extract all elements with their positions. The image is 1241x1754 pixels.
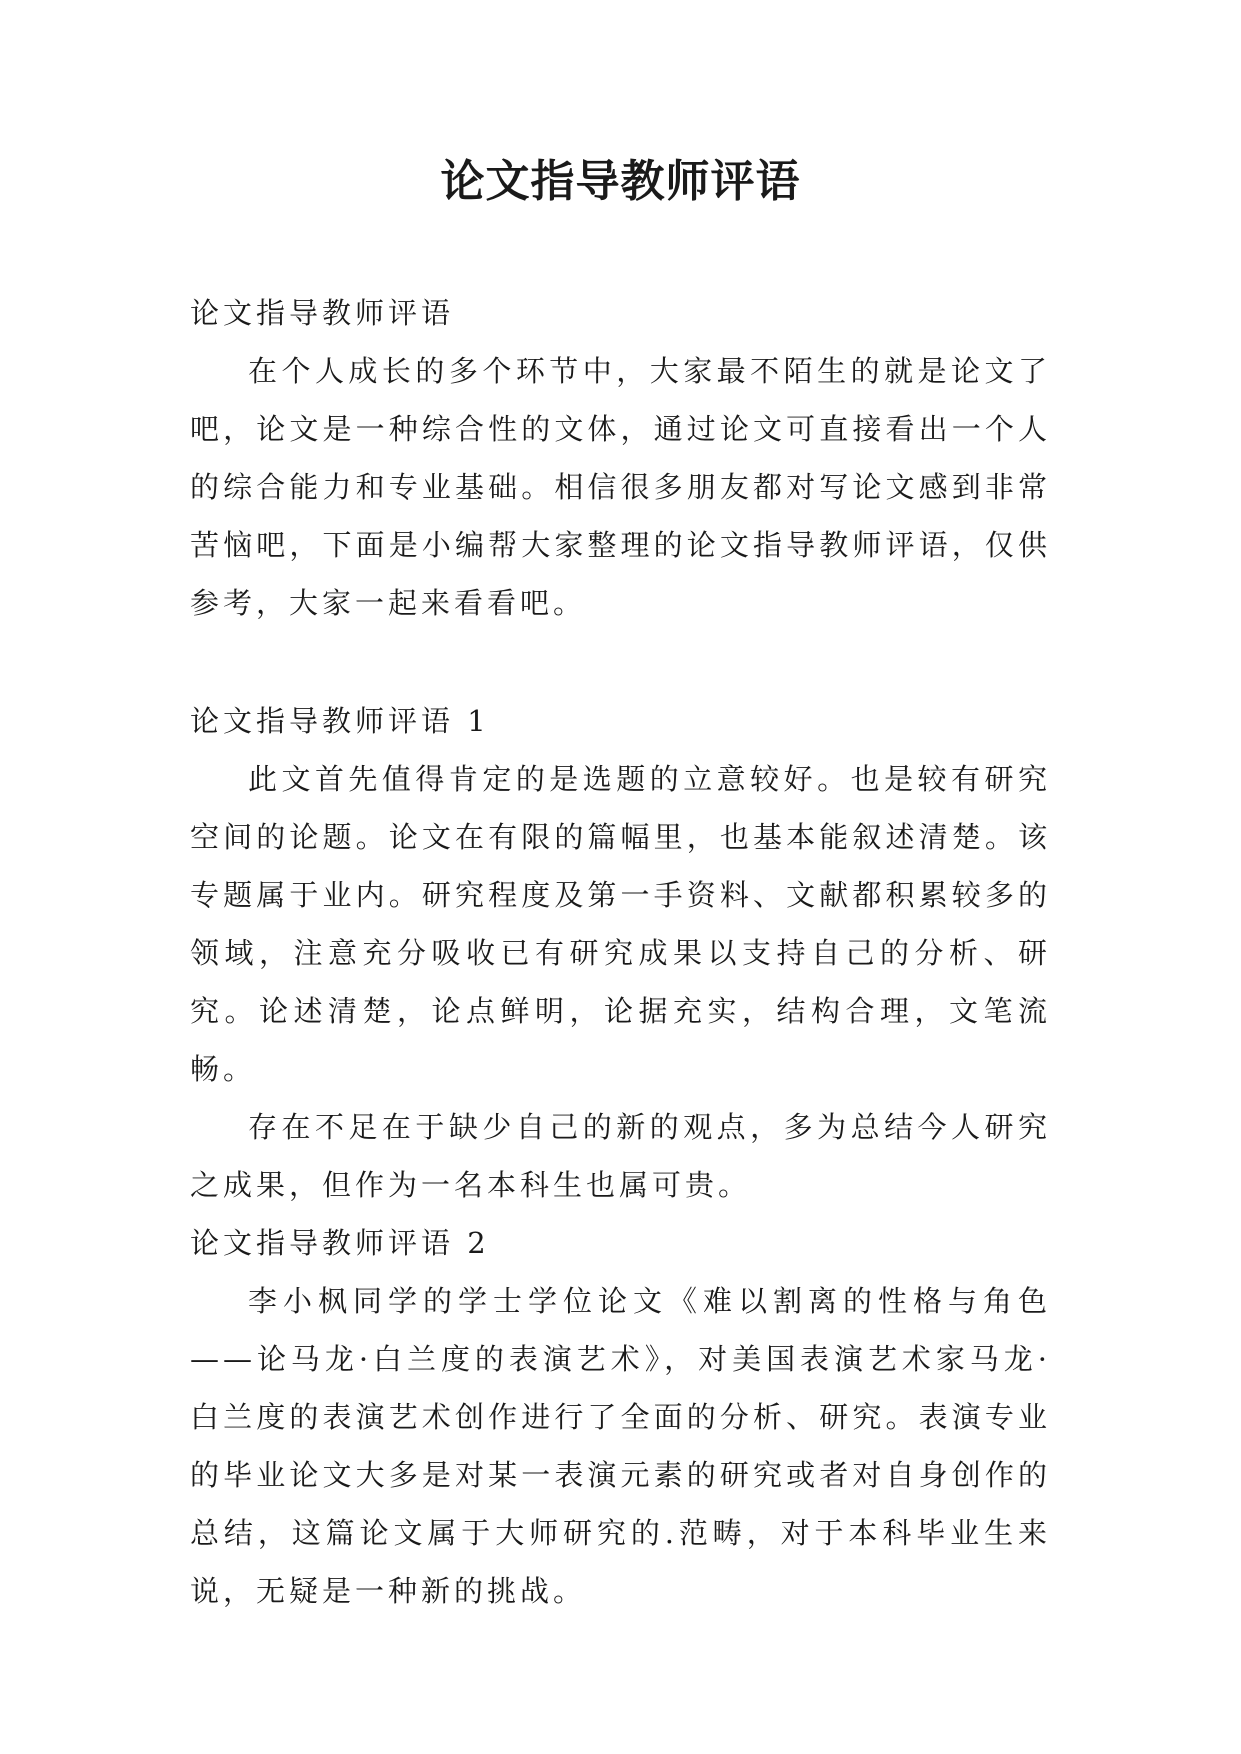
section2-heading: 论文指导教师评语 2 — [190, 1226, 490, 1260]
intro-heading: 论文指导教师评语 — [190, 296, 455, 330]
section1-heading: 论文指导教师评语 1 — [190, 704, 490, 738]
section-spacer — [190, 632, 1051, 692]
document-title: 论文指导教师评语 — [440, 156, 801, 207]
section1-paragraph-1: 此文首先值得肯定的是选题的立意较好。也是较有研究空间的论题。论文在有限的篇幅里，也基本能叙述清楚。该专题属于业内。研究程度及第一手资料、文献都积累较多的领域，注意充分吸收已有研究成果以支持自己的分析、研究。论述清楚，论点鲜明，论据充实，结构合理，文笔流畅。 — [190, 762, 1051, 1086]
intro-paragraph: 在个人成长的多个环节中，大家最不陌生的就是论文了吧，论文是一种综合性的文体，通过论文可直接看出一个人的综合能力和专业基础。相信很多朋友都对写论文感到非常苦恼吧，下面是小编帮大家整理的论文指导教师评语，仅供参考，大家一起来看看吧。 — [190, 354, 1051, 620]
section1-paragraph-2: 存在不足在于缺少自己的新的观点，多为总结今人研究之成果，但作为一名本科生也属可贵。 — [190, 1110, 1051, 1202]
section2-paragraph-1: 李小枫同学的学士学位论文《难以割离的性格与角色——论马龙·白兰度的表演艺术》，对美国表演艺术家马龙·白兰度的表演艺术创作进行了全面的分析、研究。表演专业的毕业论文大多是对某一表演元素的研究或者对自身创作的总结，这篇论文属于大师研究的.范畴，对于本科毕业生来说，无疑是一种新的挑战。 — [190, 1284, 1051, 1608]
